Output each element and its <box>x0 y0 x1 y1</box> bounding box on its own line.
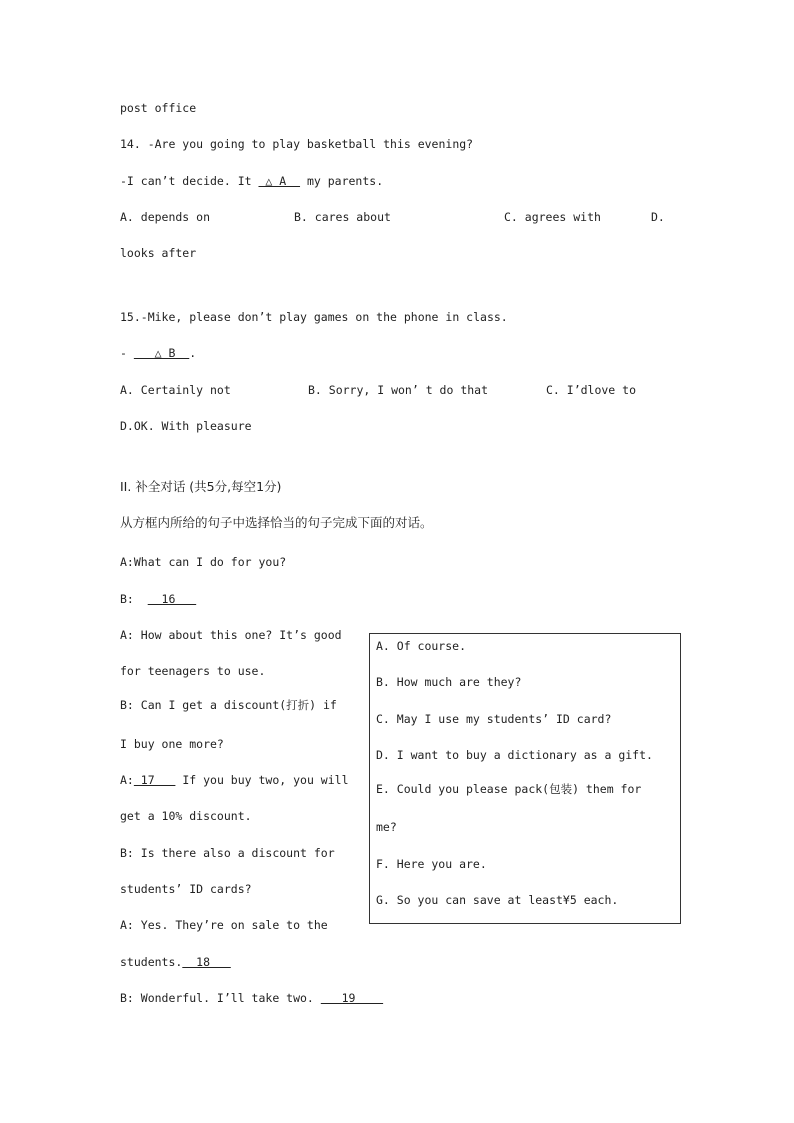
q15-stem: 15.-Mike, please don’t play games on the phone in class. <box>120 310 508 324</box>
choice-b: B. How much are they? <box>376 675 522 689</box>
dialogue-line-2: B: 16 <box>120 592 197 606</box>
dialogue-line-12: students. 18 <box>120 955 231 969</box>
q13-tail: post office <box>120 101 197 115</box>
q14-option-d: D. <box>651 210 665 224</box>
blank-18: 18 <box>182 955 231 969</box>
q15-option-d: D.OK. With pleasure <box>120 419 252 433</box>
section-heading: II. 补全对话 (共5分,每空1分) <box>120 479 282 494</box>
q14-option-a: A. depends on <box>120 210 211 224</box>
q14-stem: 14. -Are you going to play basketball this evening? <box>120 137 474 151</box>
choice-d: D. I want to buy a dictionary as a gift. <box>376 748 653 762</box>
dialogue-line-8: get a 10% discount. <box>120 809 252 823</box>
choice-e: E. Could you please pack(包装) them for <box>376 782 642 796</box>
dialogue-line-1: A:What can I do for you? <box>120 555 287 569</box>
dialogue-line-9: B: Is there also a discount for <box>120 846 335 860</box>
choice-a: A. Of course. <box>376 639 467 653</box>
answer-choices-box <box>369 633 681 924</box>
dialogue-line-6: I buy one more? <box>120 737 224 751</box>
blank-16: 16 <box>147 592 197 606</box>
q14-answer-blank: △ A <box>258 174 301 188</box>
choice-c: C. May I use my students’ ID card? <box>376 712 612 726</box>
choice-f: F. Here you are. <box>376 857 487 871</box>
dialogue-line-7: A: 17 If you buy two, you will <box>120 773 349 787</box>
q14-option-b: B. cares about <box>294 210 391 224</box>
q14-option-d-wrap: looks after <box>120 246 197 260</box>
q15-reply: - △ B . <box>120 346 197 360</box>
q14-option-c: C. agrees with <box>504 210 601 224</box>
dialogue-line-3: A: How about this one? It’s good <box>120 628 342 642</box>
choice-e-wrap: me? <box>376 820 397 834</box>
q15-option-b: B. Sorry, I won’ t do that <box>308 383 489 397</box>
blank-19: 19 <box>320 991 384 1005</box>
q15-option-a: A. Certainly not <box>120 383 231 397</box>
dialogue-line-13: B: Wonderful. I’ll take two. 19 <box>120 991 384 1005</box>
blank-17: 17 <box>133 773 176 787</box>
choice-g: G. So you can save at least¥5 each. <box>376 893 619 907</box>
section-instruction: 从方框内所给的句子中选择恰当的句子完成下面的对话。 <box>120 515 433 530</box>
dialogue-line-10: students’ ID cards? <box>120 882 252 896</box>
dialogue-line-4: for teenagers to use. <box>120 664 266 678</box>
dialogue-line-11: A: Yes. They’re on sale to the <box>120 918 328 932</box>
q14-reply: -I can’t decide. It △ A my parents. <box>120 174 384 188</box>
q15-answer-blank: △ B <box>133 346 190 360</box>
q15-option-c: C. I’dlove to <box>546 383 637 397</box>
dialogue-line-5: B: Can I get a discount(打折) if <box>120 698 337 712</box>
